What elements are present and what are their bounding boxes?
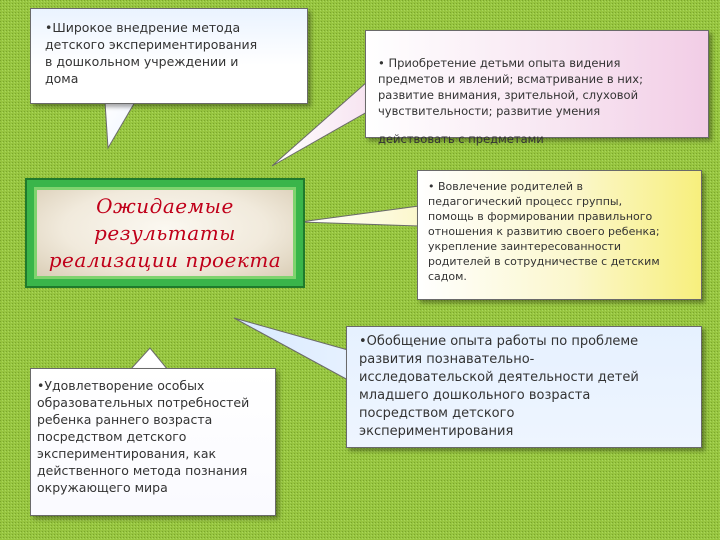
callout-bottom-right: •Обобщение опыта работы по проблеме развития познавательно- исследовательской деятельности детей младшего дошкольного возраста посредством детского экспериментирования [346, 326, 702, 448]
callout-top-left: •Широкое внедрение метода детского экспериментирования в дошкольном учреждении и дома [30, 8, 308, 104]
center-title-frame [27, 180, 303, 286]
callout-top-right [365, 30, 709, 146]
callout-top-right-tail-text: действовать с предметами [378, 132, 544, 146]
center-title: Ожидаемые результаты реализации проекта [48, 193, 282, 272]
callout-bottom-left: •Удовлетворение особых образовательных потребностей ребенка раннего возраста посредством детского экспериментирования, как действенного метода познания окружающего мира [30, 368, 276, 516]
callout-top-right-text: • Приобретение детьми опыта видения предметов и явлений; всматривание в них; развитие внимания, зрительной, слуховой чувствительности; развитие умения [378, 56, 643, 118]
callout-middle-right: • Вовлечение родителей в педагогический процесс группы, помощь в формировании правильного отношения к развитию своего ребенка; укрепление заинтересованности родителей в сотрудничестве с детским садом. [417, 170, 702, 300]
